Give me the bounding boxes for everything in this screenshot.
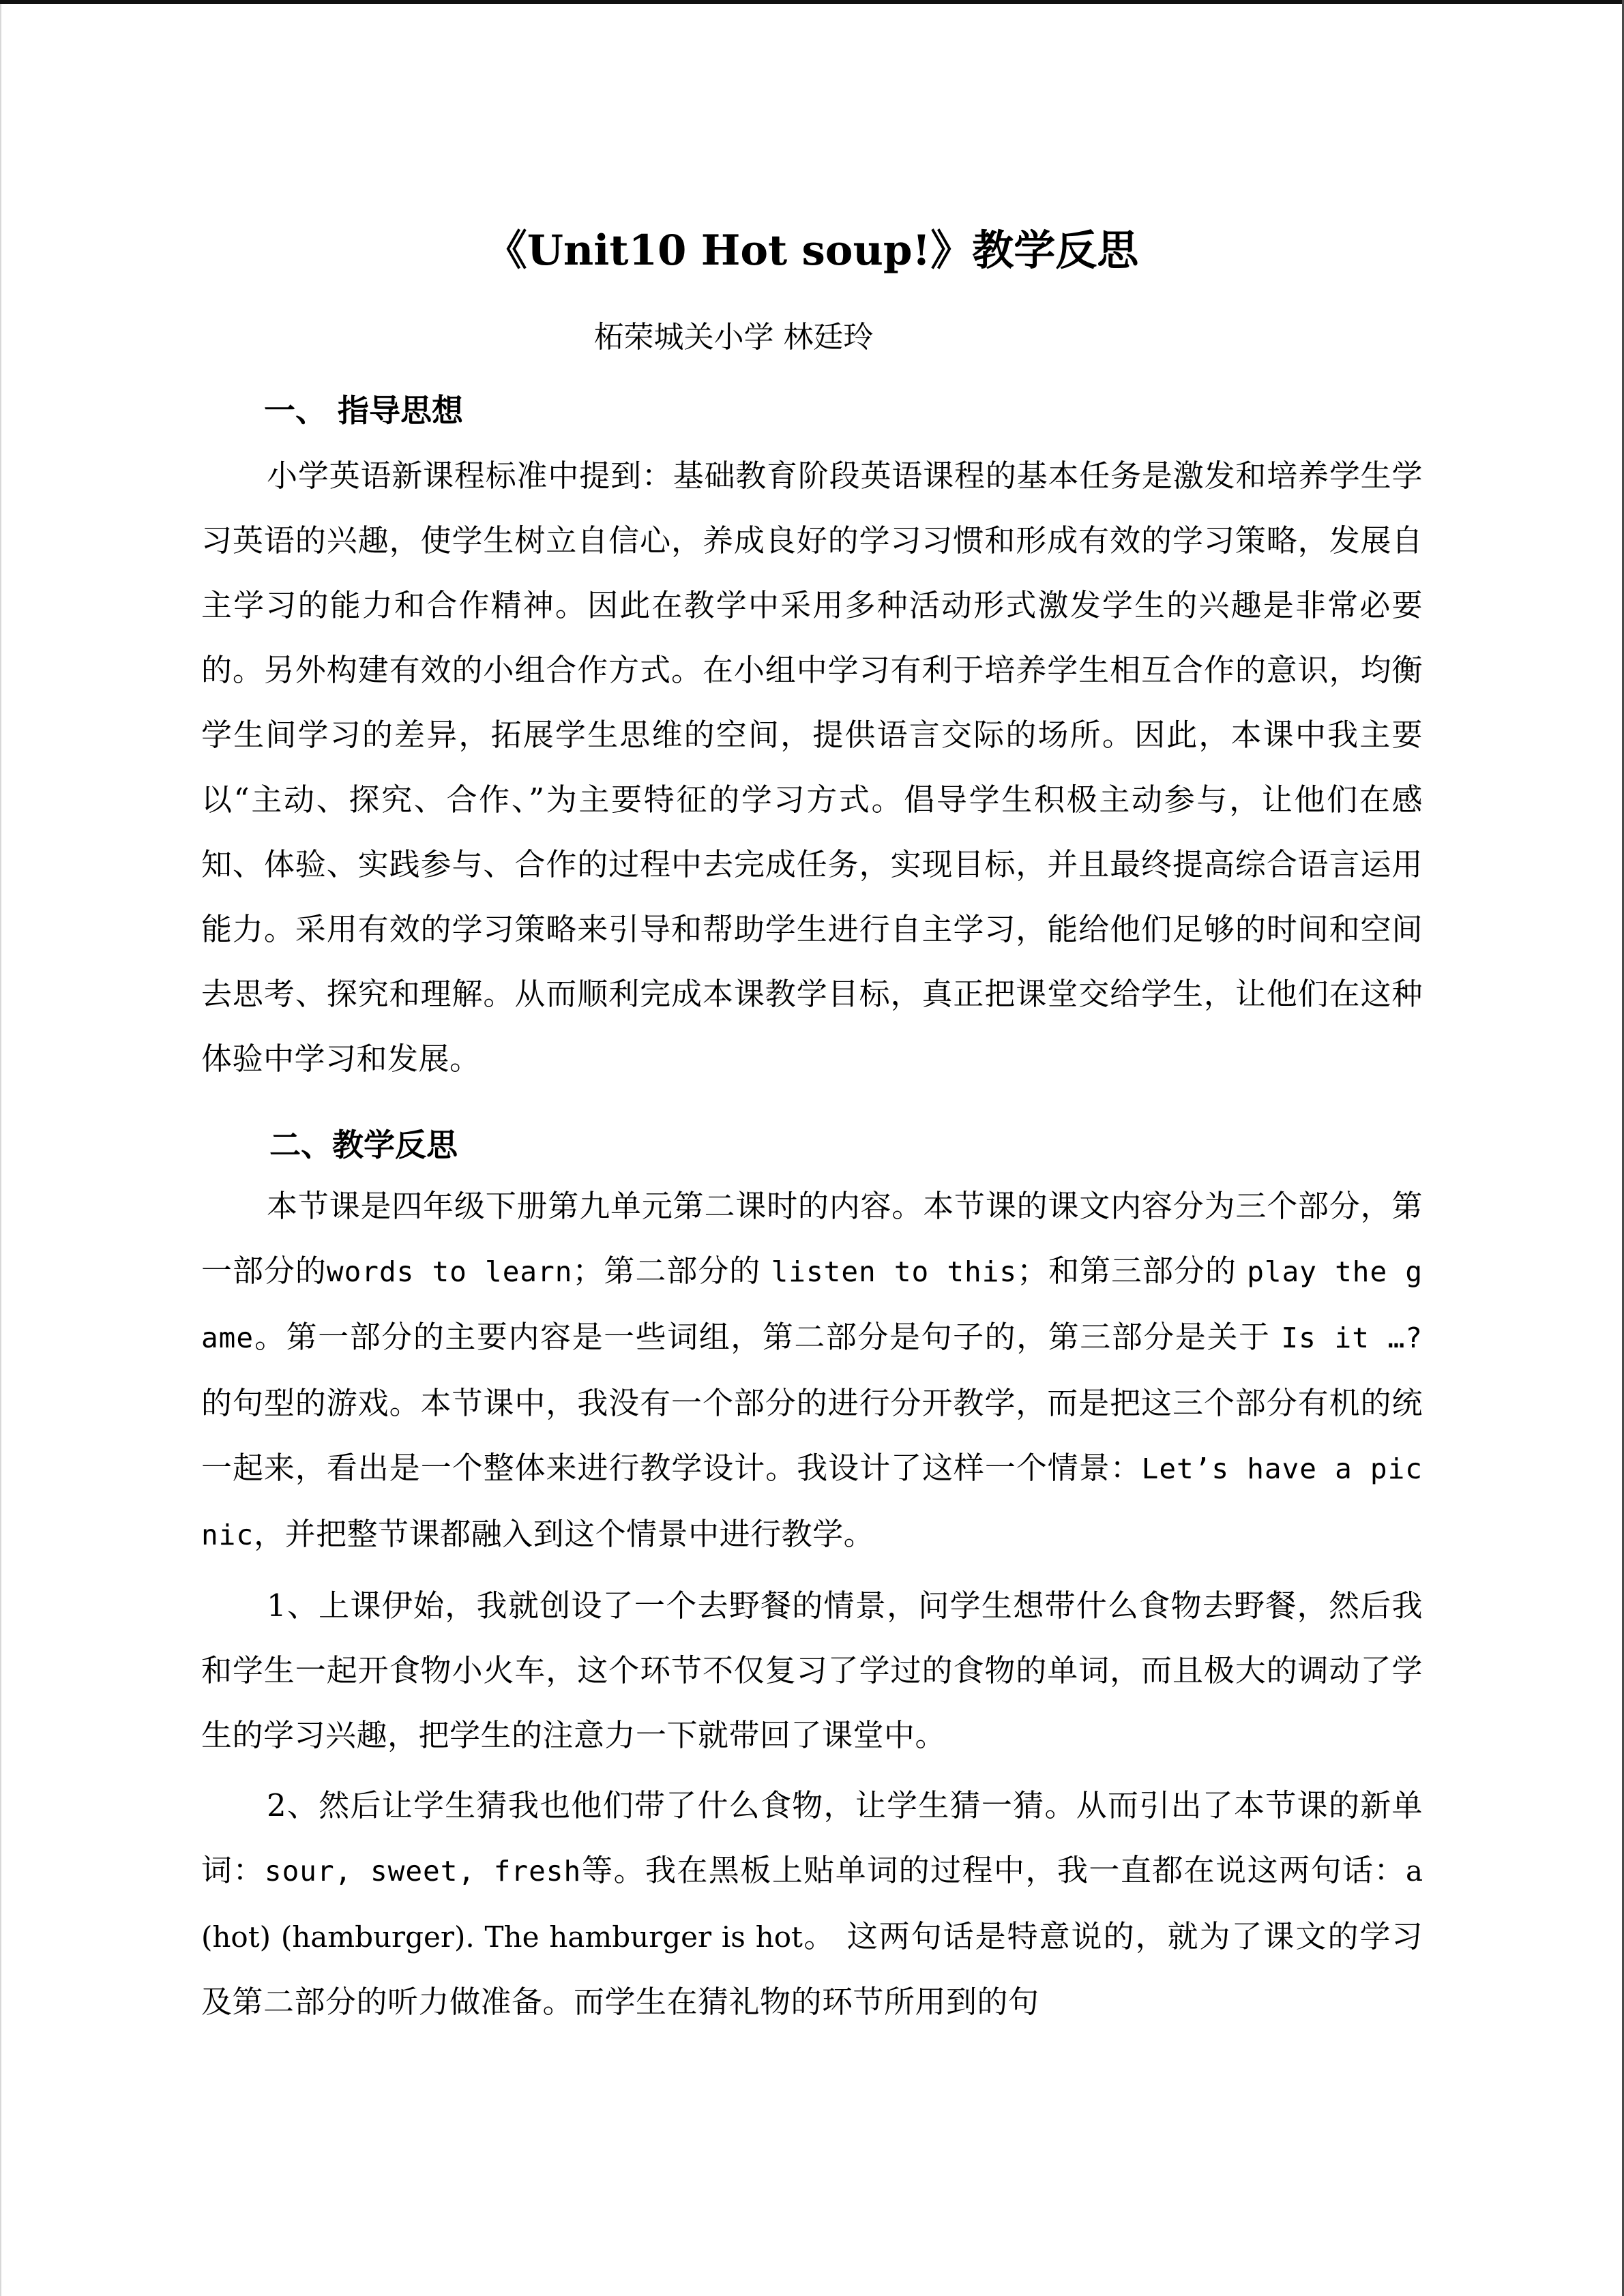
- page-title: 《Unit10 Hot soup!》教学反思: [485, 226, 1139, 275]
- section-heading-teaching-reflection: 二、教学反思: [269, 1127, 458, 1164]
- author-byline: 柘荣城关小学 林廷玲: [593, 320, 874, 355]
- inline-english-run: Let’s have a picnic: [201, 1452, 1423, 1551]
- inline-english-run: a (hot) (hamburger). The hamburger is hot: [201, 1853, 1423, 1954]
- paragraph-point-2: 2、然后让学生猜我也他们带了什么食物，让学生猜一猜。从而引出了本节课的新单词：sour, sweet, fresh等。我在黑板上贴单词的过程中，我一直都在说这两句话：a (hot) (hamburger). The hamburger is hot。 这两句话是特意说的，就为了课文的学习及第二部分的听力做准备。而学生在猜礼物的环节所用到的句: [201, 1787, 1423, 2020]
- inline-english-run: sour, sweet, fresh: [264, 1854, 582, 1888]
- inline-english-run: Is it …?: [1281, 1321, 1423, 1354]
- inline-english-run: play the game: [201, 1255, 1423, 1354]
- paragraph-point-1: 1、上课伊始，我就创设了一个去野餐的情景，问学生想带什么食物去野餐，然后我和学生一起开食物小火车，这个环节不仅复习了学过的食物的单词，而且极大的调动了学生的学习兴趣，把学生的注意力一下就带回了课堂中。: [201, 1587, 1423, 1753]
- paragraph-lesson-overview: 本节课是四年级下册第九单元第二课时的内容。本节课的课文内容分为三个部分，第一部分的words to learn；第二部分的 listen to this；和第三部分的 play the game。第一部分的主要内容是一些词组，第二部分是句子的，第三部分是关于 Is it …? 的句型的游戏。本节课中，我没有一个部分的进行分开教学，而是把这三个部分有机的统一起来，看出是一个整体来进行教学设计。我设计了这样一个情景：Let’s have a picnic，并把整节课都融入到这个情景中进行教学。: [201, 1187, 1423, 1552]
- section-heading-guiding-ideology: 一、 指导思想: [264, 392, 464, 430]
- inline-english-run: words to learn: [326, 1255, 573, 1288]
- inline-english-run: listen to this: [771, 1255, 1018, 1288]
- paragraph-guiding-ideology: 小学英语新课程标准中提到：基础教育阶段英语课程的基本任务是激发和培养学生学习英语的兴趣，使学生树立自信心，养成良好的学习习惯和形成有效的学习策略，发展自主学习的能力和合作精神。因此在教学中采用多种活动形式激发学生的兴趣是非常必要的。另外构建有效的小组合作方式。在小组中学习有利于培养学生相互合作的意识，均衡学生间学习的差异，拓展学生思维的空间，提供语言交际的场所。因此，本课中我主要以“主动、探究、合作、”为主要特征的学习方式。倡导学生积极主动参与，让他们在感知、体验、实践参与、合作的过程中去完成任务，实现目标，并且最终提高综合语言运用能力。采用有效的学习策略来引导和帮助学生进行自主学习，能给他们足够的时间和空间去思考、探究和理解。从而顺利完成本课教学目标，真正把课堂交给学生，让他们在这种体验中学习和发展。: [201, 458, 1423, 1077]
